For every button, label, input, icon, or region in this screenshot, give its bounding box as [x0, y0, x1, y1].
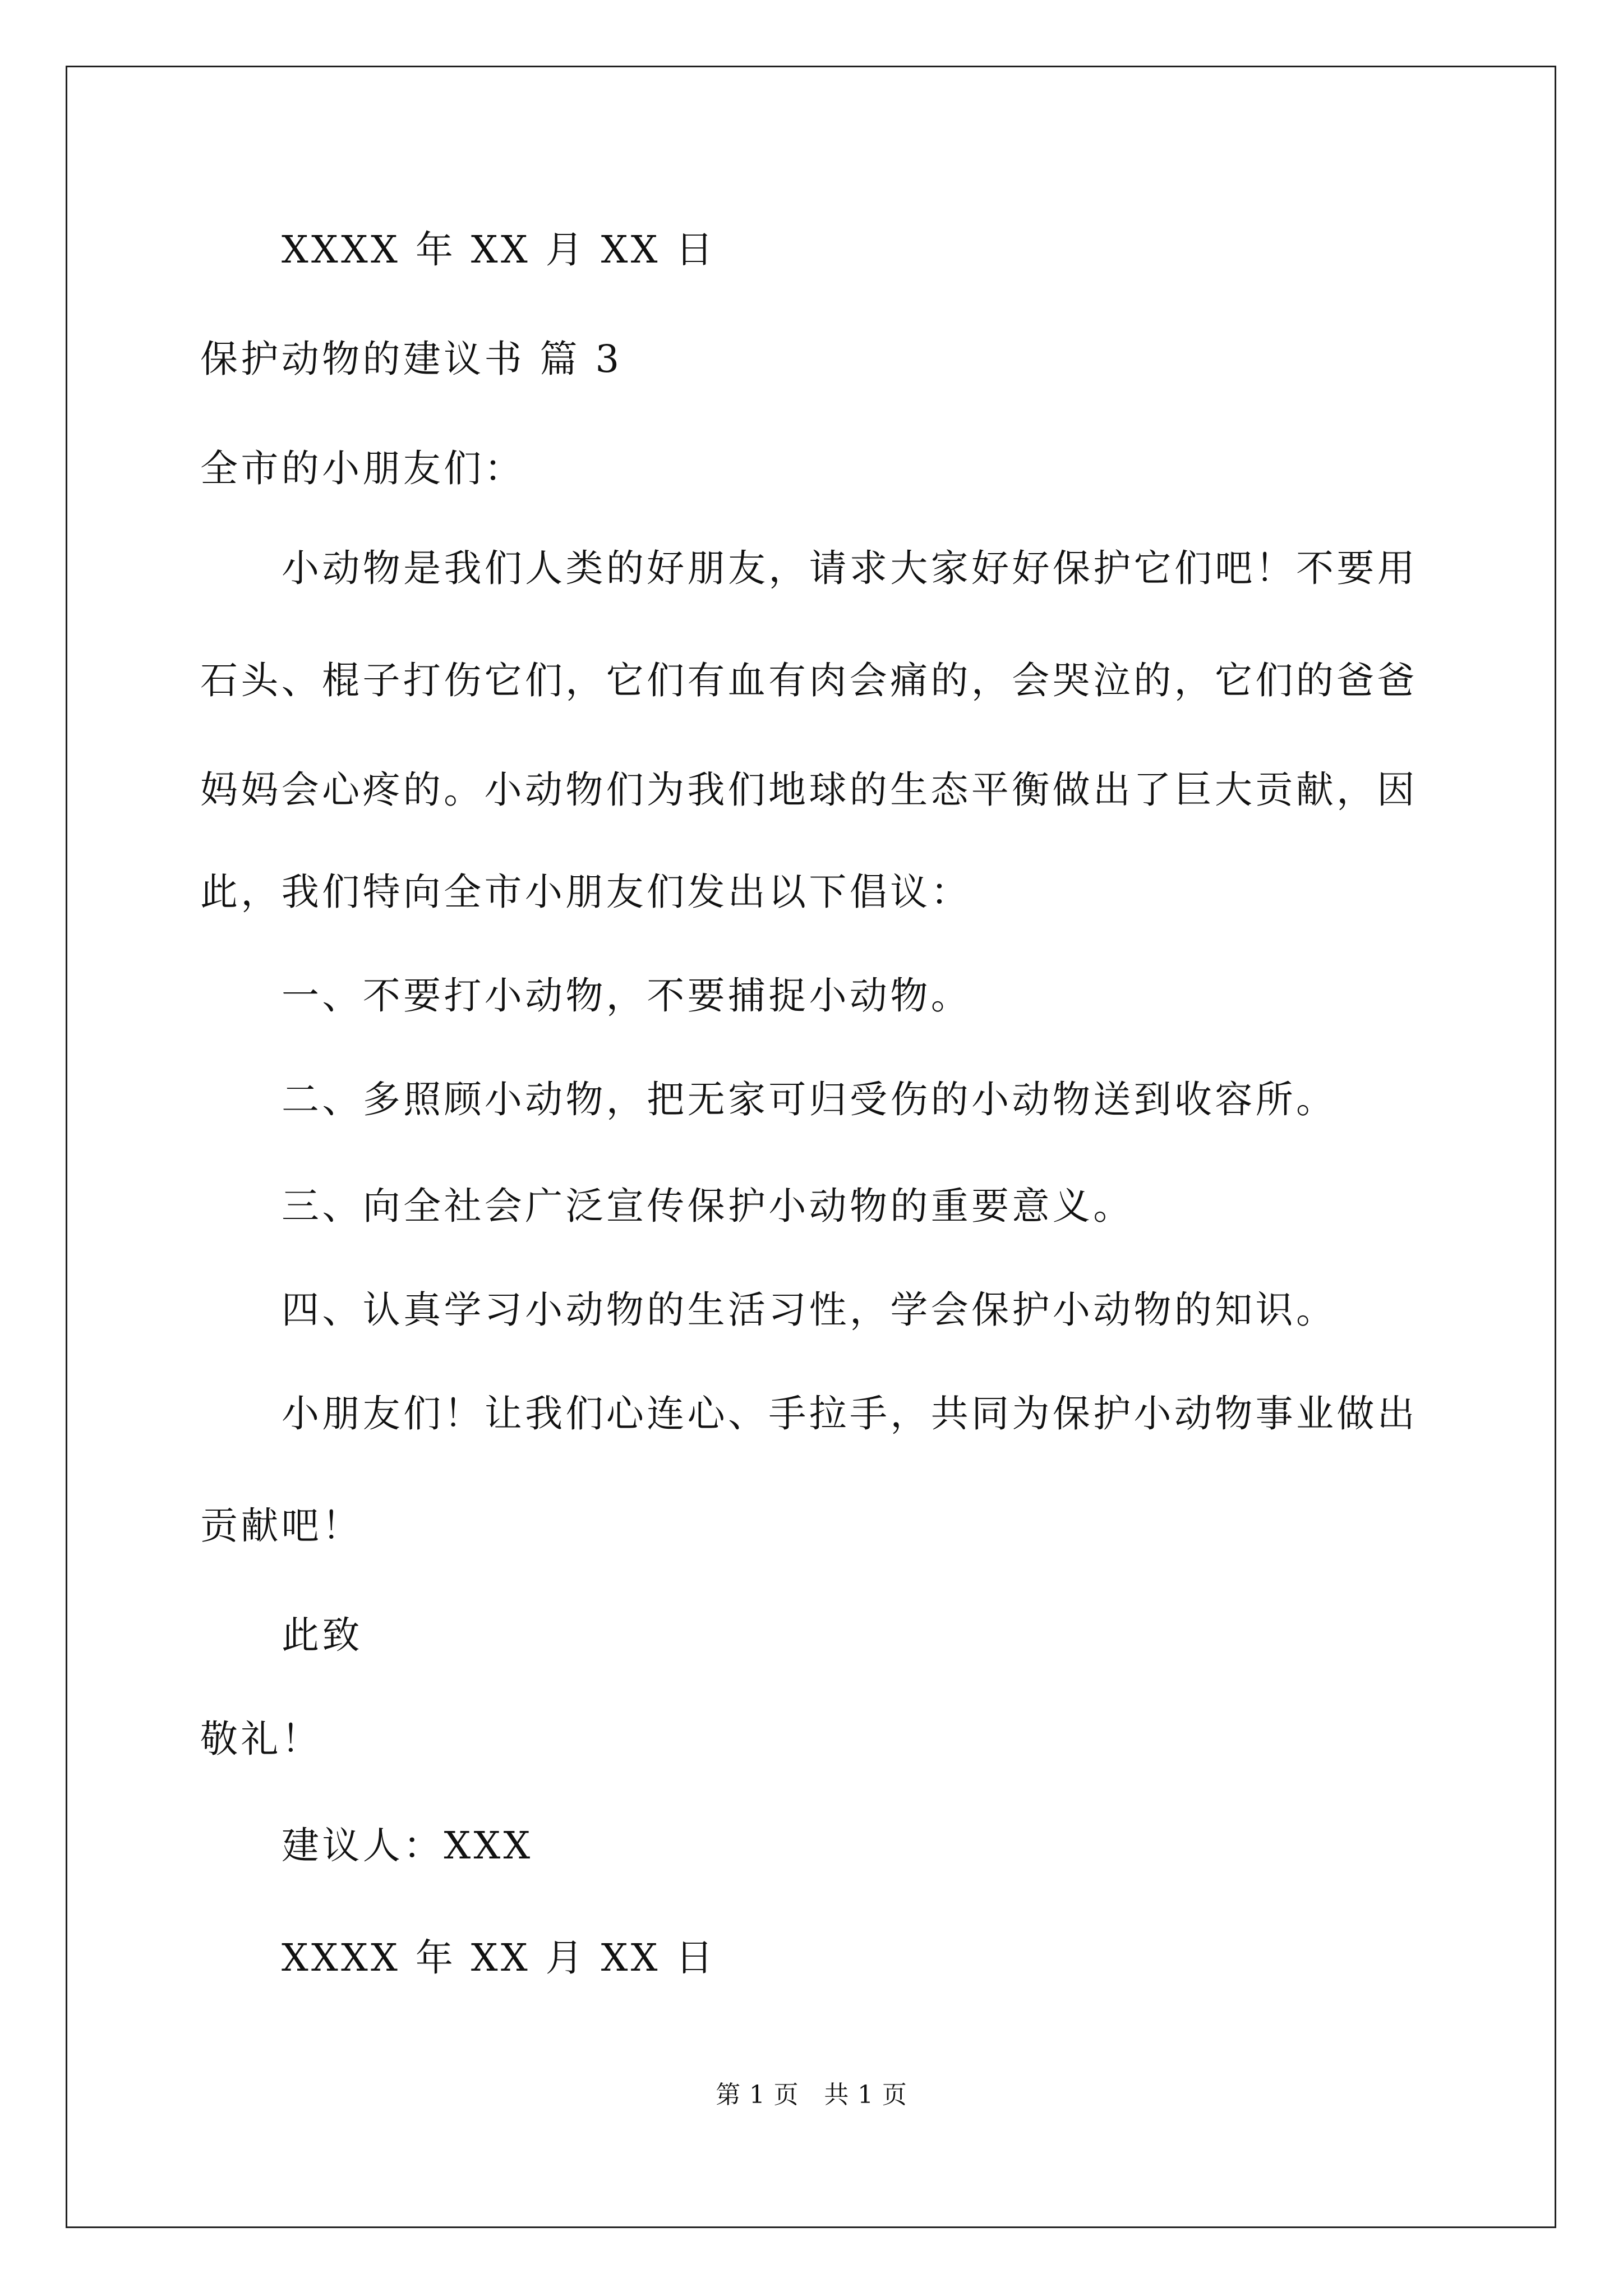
regards-opening: 此致 [282, 1613, 363, 1657]
paragraph-1-line-4: 此，我们特向全市小朋友们发出以下倡议： [200, 870, 971, 914]
paragraph-1-line-3: 妈妈会心疼的。小动物们为我们地球的生态平衡做出了巨大贡献，因 [200, 768, 1418, 812]
closing-paragraph-line-1: 小朋友们！让我们心连心、手拉手，共同为保护小动物事业做出 [282, 1392, 1418, 1435]
salutation: 全市的小朋友们： [200, 447, 525, 490]
page-frame [66, 66, 1556, 2228]
signature: 建议人：XXX [282, 1824, 533, 1867]
proposal-3: 三、向全社会广泛宣传保护小动物的重要意义。 [282, 1184, 1134, 1228]
date-bottom: XXXX 年 XX 月 XX 日 [282, 1936, 716, 1980]
paragraph-1-line-1: 小动物是我们人类的好朋友，请求大家好好保护它们吧！不要用 [282, 546, 1418, 590]
date-top: XXXX 年 XX 月 XX 日 [282, 228, 716, 272]
document-title: 保护动物的建议书 篇 3 [200, 337, 623, 381]
proposal-2: 二、多照顾小动物，把无家可归受伤的小动物送到收容所。 [282, 1078, 1337, 1121]
paragraph-1-line-2: 石头、棍子打伤它们，它们有血有肉会痛的，会哭泣的，它们的爸爸 [200, 659, 1418, 702]
closing-paragraph-line-2: 贡献吧！ [200, 1504, 363, 1548]
proposal-4: 四、认真学习小动物的生活习性，学会保护小动物的知识。 [282, 1288, 1337, 1332]
regards-closing: 敬礼！ [200, 1717, 322, 1761]
proposal-1: 一、不要打小动物，不要捕捉小动物。 [282, 974, 972, 1018]
page-footer: 第 1 页 共 1 页 [716, 2081, 907, 2109]
